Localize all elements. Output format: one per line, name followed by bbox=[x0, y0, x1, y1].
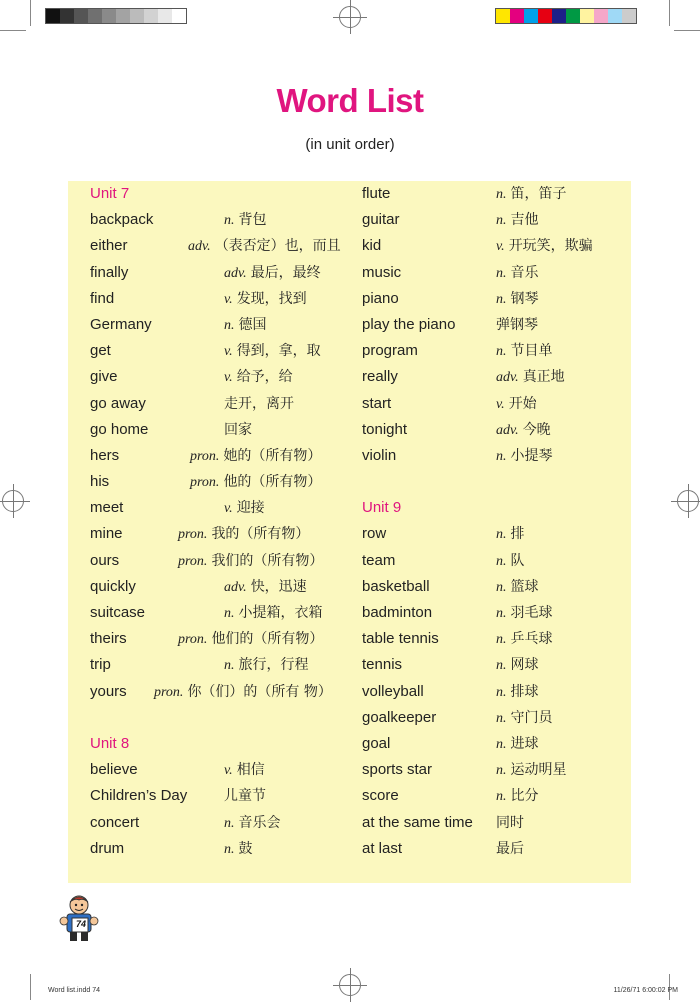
word-english: team bbox=[362, 551, 396, 569]
part-of-speech: n. bbox=[496, 187, 507, 202]
meaning-chinese: 守门员 bbox=[510, 709, 553, 726]
word-english: flute bbox=[362, 185, 391, 202]
word-definition bbox=[496, 391, 537, 418]
meaning-chinese: 比分 bbox=[510, 788, 539, 805]
word-definition bbox=[496, 652, 539, 679]
word-definition bbox=[496, 626, 553, 653]
word-definition bbox=[188, 233, 341, 260]
meaning-chinese: 她的（所有物） bbox=[223, 447, 322, 464]
word-definition bbox=[496, 233, 593, 260]
crop-mark bbox=[674, 30, 700, 31]
meaning-chinese: 我们的（所有物） bbox=[211, 552, 324, 569]
meaning-chinese: 弹钢琴 bbox=[496, 316, 538, 333]
word-definition bbox=[224, 810, 281, 837]
part-of-speech: n. bbox=[496, 736, 507, 752]
footer-file-info: Word list.indd 74 bbox=[48, 987, 101, 994]
part-of-speech: n. bbox=[496, 632, 507, 648]
word-definition bbox=[224, 260, 321, 287]
word-definition bbox=[496, 286, 539, 313]
word-entry bbox=[90, 391, 350, 417]
word-entry bbox=[362, 521, 622, 547]
part-of-speech: n. bbox=[224, 658, 235, 674]
meaning-chinese: 小提琴 bbox=[510, 447, 553, 464]
word-definition bbox=[224, 600, 323, 627]
word-definition bbox=[224, 574, 307, 601]
word-entry bbox=[90, 652, 350, 678]
word-definition bbox=[154, 679, 332, 706]
part-of-speech: n. bbox=[496, 344, 507, 360]
word-english: suitcase bbox=[90, 604, 146, 621]
part-of-speech: v. bbox=[224, 763, 233, 779]
word-definition bbox=[496, 836, 524, 862]
word-definition bbox=[224, 207, 267, 234]
part-of-speech: pron. bbox=[154, 684, 184, 700]
word-english: believe bbox=[90, 761, 138, 779]
meaning-chinese: （表否定）也，而且 bbox=[214, 238, 341, 255]
word-english: at last bbox=[362, 839, 403, 857]
part-of-speech: adv. bbox=[496, 370, 519, 386]
word-english: tonight bbox=[362, 420, 408, 438]
meaning-chinese: 羽毛球 bbox=[510, 605, 553, 621]
part-of-speech: v. bbox=[224, 291, 233, 307]
crop-mark bbox=[30, 0, 31, 26]
part-of-speech: n. bbox=[224, 213, 235, 229]
word-entry bbox=[362, 286, 622, 312]
unit-heading: Unit 7 bbox=[90, 185, 130, 202]
word-entry bbox=[90, 548, 350, 574]
page-subtitle: (in unit order) bbox=[305, 136, 395, 153]
word-definition bbox=[496, 705, 553, 732]
spacer bbox=[362, 469, 622, 495]
word-entry bbox=[362, 181, 622, 207]
word-english: Children’s Day bbox=[90, 787, 188, 805]
word-definition bbox=[496, 574, 539, 601]
word-english: either bbox=[90, 237, 128, 255]
word-entry bbox=[362, 810, 622, 836]
word-english: ours bbox=[90, 551, 120, 569]
word-entry bbox=[362, 233, 622, 259]
word-entry bbox=[362, 836, 622, 862]
word-entry bbox=[362, 679, 622, 705]
word-entry bbox=[362, 783, 622, 809]
word-english: basketball bbox=[362, 577, 430, 595]
word-english: find bbox=[90, 289, 115, 307]
part-of-speech: n. bbox=[496, 579, 507, 595]
part-of-speech: v. bbox=[224, 370, 233, 386]
part-of-speech: v. bbox=[496, 396, 505, 412]
word-english: volleyball bbox=[362, 682, 424, 700]
word-entry bbox=[362, 652, 622, 678]
word-english: quickly bbox=[90, 577, 136, 595]
word-definition bbox=[224, 312, 267, 339]
word-english: meet bbox=[90, 499, 124, 517]
word-english: at the same time bbox=[362, 813, 473, 831]
part-of-speech: pron. bbox=[190, 475, 220, 491]
page-number: 74 bbox=[75, 919, 86, 929]
word-definition bbox=[496, 810, 524, 836]
meaning-chinese: 乒乓球 bbox=[510, 631, 553, 648]
word-entry bbox=[90, 469, 350, 495]
word-entry bbox=[362, 260, 622, 286]
word-entry bbox=[90, 679, 350, 705]
page-title: Word List bbox=[276, 82, 424, 119]
word-english: yours bbox=[90, 682, 127, 700]
part-of-speech: pron. bbox=[178, 553, 208, 569]
registration-mark-right bbox=[677, 490, 699, 512]
word-entry bbox=[362, 364, 622, 390]
meaning-chinese: 篮球 bbox=[510, 578, 539, 595]
meaning-chinese: 排 bbox=[510, 526, 525, 543]
part-of-speech: n. bbox=[224, 606, 235, 621]
word-entry bbox=[90, 810, 350, 836]
word-entry bbox=[90, 783, 350, 809]
word-english: piano bbox=[362, 289, 399, 307]
part-of-speech: adv. bbox=[224, 579, 247, 595]
word-definition bbox=[496, 181, 567, 208]
word-english: music bbox=[362, 263, 402, 281]
part-of-speech: n. bbox=[496, 710, 507, 726]
word-definition bbox=[224, 652, 309, 679]
word-entry bbox=[90, 757, 350, 783]
word-definition bbox=[496, 364, 565, 391]
word-english: sports star bbox=[362, 761, 433, 779]
word-entry bbox=[362, 574, 622, 600]
word-definition bbox=[190, 443, 321, 470]
word-entry bbox=[362, 443, 622, 469]
meaning-chinese: 德国 bbox=[238, 316, 267, 333]
meaning-chinese: 开始 bbox=[508, 395, 537, 412]
meaning-chinese: 真正地 bbox=[522, 369, 565, 386]
part-of-speech: n. bbox=[496, 448, 507, 464]
meaning-chinese: 排球 bbox=[510, 683, 539, 700]
word-english: table tennis bbox=[362, 630, 439, 648]
word-definition bbox=[496, 207, 539, 234]
word-english: tennis bbox=[362, 656, 403, 674]
meaning-chinese: 鼓 bbox=[238, 840, 253, 857]
registration-mark-top bbox=[339, 6, 361, 28]
word-list-panel bbox=[68, 181, 631, 883]
word-english: backpack bbox=[90, 211, 154, 229]
word-entry bbox=[90, 443, 350, 469]
part-of-speech: v. bbox=[224, 344, 233, 360]
unit-heading: Unit 9 bbox=[362, 499, 402, 517]
word-english: concert bbox=[90, 813, 140, 831]
word-definition bbox=[496, 548, 525, 575]
part-of-speech: n. bbox=[224, 815, 235, 831]
word-definition bbox=[224, 417, 252, 443]
word-definition bbox=[496, 260, 539, 287]
part-of-speech: n. bbox=[496, 606, 507, 621]
word-english: goalkeeper bbox=[362, 708, 437, 726]
grayscale-calibration-bar bbox=[45, 8, 187, 24]
footer-timestamp: 11/26/71 6:00:02 PM bbox=[613, 987, 678, 994]
part-of-speech: n. bbox=[496, 527, 507, 543]
word-entry bbox=[362, 731, 622, 757]
word-definition bbox=[496, 443, 553, 470]
word-entry bbox=[90, 600, 350, 626]
word-definition bbox=[224, 495, 265, 522]
meaning-chinese: 同时 bbox=[496, 814, 524, 831]
part-of-speech: n. bbox=[496, 658, 507, 674]
word-english: mine bbox=[90, 525, 123, 543]
word-definition bbox=[496, 521, 525, 548]
part-of-speech: n. bbox=[496, 291, 507, 307]
meaning-chinese: 走开，离开 bbox=[224, 395, 294, 412]
word-definition bbox=[178, 548, 323, 575]
word-definition bbox=[224, 338, 321, 365]
word-entry bbox=[362, 705, 622, 731]
word-english: hers bbox=[90, 446, 120, 464]
meaning-chinese: 他的（所有物） bbox=[223, 474, 322, 491]
part-of-speech: v. bbox=[496, 239, 505, 255]
meaning-chinese: 钢琴 bbox=[510, 290, 539, 307]
word-entry bbox=[90, 521, 350, 547]
meaning-chinese: 回家 bbox=[224, 421, 252, 438]
meaning-chinese: 迎接 bbox=[236, 500, 265, 517]
word-english: score bbox=[362, 787, 399, 805]
meaning-chinese: 他们的（所有物） bbox=[211, 631, 324, 648]
word-entry bbox=[362, 391, 622, 417]
registration-mark-left bbox=[2, 490, 24, 512]
word-entry bbox=[362, 600, 622, 626]
meaning-chinese: 开玩笑，欺骗 bbox=[508, 238, 593, 255]
spacer bbox=[90, 705, 350, 731]
word-entry bbox=[90, 207, 350, 233]
registration-mark-bottom bbox=[339, 974, 361, 996]
word-english: really bbox=[362, 368, 398, 386]
word-definition bbox=[496, 312, 538, 338]
word-entry bbox=[362, 338, 622, 364]
word-english: go away bbox=[90, 394, 146, 412]
meaning-chinese: 给予，给 bbox=[236, 369, 293, 386]
word-entry bbox=[90, 364, 350, 390]
meaning-chinese: 今晚 bbox=[522, 421, 551, 438]
mascot-icon bbox=[56, 893, 102, 943]
crop-mark bbox=[669, 0, 670, 26]
meaning-chinese: 旅行，行程 bbox=[238, 657, 309, 674]
meaning-chinese: 发现，找到 bbox=[236, 290, 307, 307]
word-entry bbox=[362, 312, 622, 338]
part-of-speech: n. bbox=[224, 841, 235, 857]
word-definition bbox=[496, 600, 553, 627]
word-english: goal bbox=[362, 734, 391, 752]
meaning-chinese: 得到，拿，取 bbox=[236, 343, 321, 360]
word-entry bbox=[90, 574, 350, 600]
meaning-chinese: 队 bbox=[510, 552, 525, 569]
word-definition bbox=[224, 286, 307, 313]
part-of-speech: n. bbox=[496, 684, 507, 700]
meaning-chinese: 你（们）的（所有 物） bbox=[187, 683, 332, 700]
word-entry bbox=[362, 757, 622, 783]
word-definition bbox=[496, 417, 551, 444]
word-english: drum bbox=[90, 839, 125, 857]
part-of-speech: n. bbox=[496, 763, 507, 779]
word-english: trip bbox=[90, 656, 111, 674]
right-column bbox=[362, 181, 622, 862]
part-of-speech: n. bbox=[496, 265, 507, 281]
meaning-chinese: 快，迅速 bbox=[250, 578, 307, 595]
part-of-speech: pron. bbox=[178, 632, 208, 648]
word-entry bbox=[90, 417, 350, 443]
part-of-speech: n. bbox=[224, 317, 235, 333]
meaning-chinese: 我的（所有物） bbox=[211, 526, 310, 543]
mascot-page-badge bbox=[56, 893, 102, 943]
meaning-chinese: 吉他 bbox=[510, 212, 539, 229]
meaning-chinese: 音乐会 bbox=[238, 814, 281, 831]
part-of-speech: v. bbox=[224, 501, 233, 517]
meaning-chinese: 相信 bbox=[236, 762, 265, 779]
part-of-speech: n. bbox=[496, 789, 507, 805]
part-of-speech: adv. bbox=[188, 239, 211, 255]
meaning-chinese: 进球 bbox=[510, 735, 539, 752]
part-of-speech: n. bbox=[496, 553, 507, 569]
word-english: theirs bbox=[90, 630, 127, 648]
word-definition bbox=[178, 521, 309, 548]
word-definition bbox=[496, 783, 539, 810]
part-of-speech: pron. bbox=[190, 448, 220, 464]
meaning-chinese: 音乐 bbox=[510, 264, 539, 281]
meaning-chinese: 网球 bbox=[510, 657, 539, 674]
word-entry bbox=[362, 548, 622, 574]
word-english: badminton bbox=[362, 604, 433, 621]
meaning-chinese: 小提箱，衣箱 bbox=[238, 605, 323, 621]
word-definition bbox=[190, 469, 321, 496]
crop-mark bbox=[30, 974, 31, 1000]
color-calibration-bar bbox=[495, 8, 637, 24]
word-entry bbox=[90, 286, 350, 312]
word-definition bbox=[224, 757, 265, 784]
word-definition bbox=[496, 757, 567, 784]
word-definition bbox=[224, 783, 266, 809]
word-entry bbox=[90, 338, 350, 364]
word-entry bbox=[90, 495, 350, 521]
part-of-speech: adv. bbox=[496, 422, 519, 438]
left-column bbox=[90, 181, 350, 862]
word-definition bbox=[224, 364, 293, 391]
crop-mark bbox=[0, 30, 26, 31]
word-english: Germany bbox=[90, 315, 152, 333]
word-english: program bbox=[362, 342, 418, 360]
meaning-chinese: 笛，笛子 bbox=[510, 186, 567, 202]
word-entry bbox=[90, 626, 350, 652]
word-english: get bbox=[90, 342, 111, 360]
word-entry bbox=[362, 626, 622, 652]
word-english: violin bbox=[362, 446, 397, 464]
word-english: guitar bbox=[362, 211, 400, 229]
meaning-chinese: 最后，最终 bbox=[250, 264, 321, 281]
word-entry bbox=[90, 260, 350, 286]
word-entry bbox=[90, 836, 350, 862]
meaning-chinese: 最后 bbox=[496, 840, 524, 857]
meaning-chinese: 节目单 bbox=[510, 343, 553, 360]
word-english: go home bbox=[90, 420, 149, 438]
word-entry bbox=[90, 312, 350, 338]
part-of-speech: n. bbox=[496, 213, 507, 229]
word-entry bbox=[362, 207, 622, 233]
word-english: his bbox=[90, 473, 110, 491]
word-entry bbox=[90, 233, 350, 259]
word-english: finally bbox=[90, 263, 129, 281]
word-definition bbox=[224, 836, 253, 863]
part-of-speech: pron. bbox=[178, 527, 208, 543]
meaning-chinese: 背包 bbox=[238, 212, 267, 229]
word-english: start bbox=[362, 394, 392, 412]
word-definition bbox=[496, 679, 539, 706]
word-definition bbox=[496, 731, 539, 758]
meaning-chinese: 运动明星 bbox=[510, 762, 567, 779]
part-of-speech: adv. bbox=[224, 265, 247, 281]
word-definition bbox=[224, 391, 294, 417]
meaning-chinese: 儿童节 bbox=[224, 788, 266, 805]
word-definition bbox=[496, 338, 553, 365]
word-english: row bbox=[362, 525, 387, 543]
word-english: give bbox=[90, 368, 118, 386]
unit-heading: Unit 8 bbox=[90, 734, 130, 752]
word-definition bbox=[178, 626, 323, 653]
word-english: play the piano bbox=[362, 315, 456, 333]
word-english: kid bbox=[362, 237, 382, 255]
word-entry bbox=[362, 417, 622, 443]
